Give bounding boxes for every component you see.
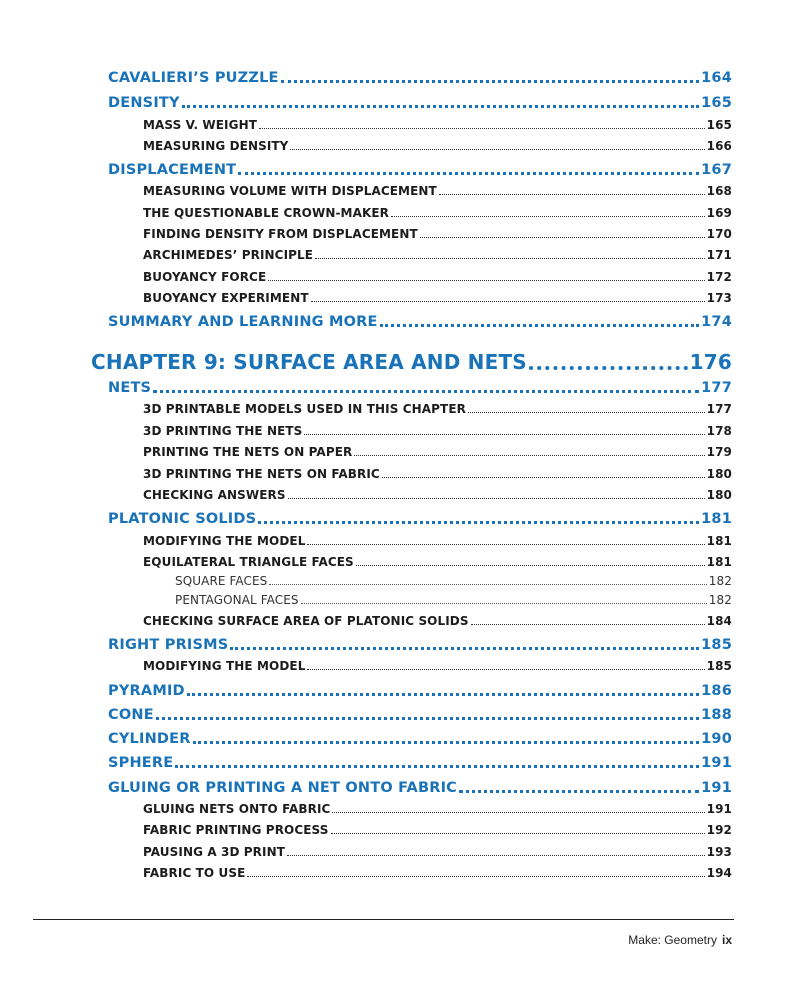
toc-entry[interactable] bbox=[108, 683, 732, 699]
toc-entry-title: SPHERE bbox=[108, 755, 174, 771]
toc-entry[interactable] bbox=[108, 511, 732, 527]
toc-entry-title: FABRIC TO USE bbox=[143, 866, 246, 880]
dot-leader bbox=[193, 731, 700, 744]
dot-leader bbox=[380, 314, 699, 327]
toc-entry-page: 191 bbox=[701, 780, 732, 796]
toc-entry-page: 191 bbox=[706, 802, 732, 816]
toc-entry-page: 181 bbox=[706, 534, 732, 548]
toc-entry-page: 188 bbox=[701, 707, 732, 723]
toc-subentry[interactable] bbox=[143, 614, 732, 628]
toc-entry[interactable] bbox=[108, 70, 732, 86]
toc-entry-page: 182 bbox=[708, 593, 732, 607]
toc-entry-page: 180 bbox=[706, 467, 732, 481]
toc-entry-page: 181 bbox=[706, 555, 732, 569]
toc-entry-page: 179 bbox=[706, 445, 732, 459]
dot-leader bbox=[307, 659, 704, 670]
toc-entry-title: CONE bbox=[108, 707, 154, 723]
toc-entry-page: 172 bbox=[706, 270, 732, 284]
dot-leader bbox=[247, 866, 704, 877]
page-footer bbox=[628, 933, 732, 947]
toc-entry-page: 182 bbox=[708, 574, 732, 588]
toc-entry-title: PLATONIC SOLIDS bbox=[108, 511, 257, 527]
toc-entry-title: MEASURING DENSITY bbox=[143, 139, 289, 153]
dot-leader bbox=[153, 380, 699, 393]
toc-entry-title: PYRAMID bbox=[108, 683, 185, 699]
toc-subentry[interactable] bbox=[143, 139, 732, 153]
toc-entry-title: 3D PRINTING THE NETS ON FABRIC bbox=[143, 467, 380, 481]
toc-entry-title: SQUARE FACES bbox=[175, 574, 268, 588]
dot-leader bbox=[315, 248, 705, 259]
dot-leader bbox=[471, 614, 705, 625]
toc-subentry[interactable] bbox=[143, 118, 732, 132]
toc-subentry[interactable] bbox=[143, 445, 732, 459]
book-title: Make: Geometry bbox=[628, 933, 717, 947]
toc-entry-page: 173 bbox=[706, 291, 732, 305]
toc-entry-page: 169 bbox=[706, 206, 732, 220]
toc-subentry[interactable] bbox=[143, 291, 732, 305]
toc-entry-title: THE QUESTIONABLE CROWN-MAKER bbox=[143, 206, 390, 220]
toc-subentry[interactable] bbox=[143, 248, 732, 262]
toc-entry-page: 184 bbox=[706, 614, 732, 628]
dot-leader bbox=[230, 637, 699, 650]
toc-entry-title: PENTAGONAL FACES bbox=[175, 593, 299, 607]
footer-rule bbox=[33, 919, 734, 920]
dot-leader bbox=[331, 823, 705, 834]
toc-entry-title: BUOYANCY FORCE bbox=[143, 270, 267, 284]
toc-chapter-page: 176 bbox=[689, 350, 732, 374]
toc-entry-title: NETS bbox=[108, 380, 152, 396]
toc-entry-title: MASS V. WEIGHT bbox=[143, 118, 258, 132]
toc-subsubentry[interactable] bbox=[175, 593, 732, 607]
toc-subentry[interactable] bbox=[143, 184, 732, 198]
dot-leader bbox=[332, 802, 704, 813]
dot-leader bbox=[468, 402, 705, 413]
toc-entry-title: MODIFYING THE MODEL bbox=[143, 534, 306, 548]
page-number: ix bbox=[721, 933, 732, 947]
toc-subentry[interactable] bbox=[143, 402, 732, 416]
toc-entry-page: 178 bbox=[706, 424, 732, 438]
toc-entry-page: 174 bbox=[701, 314, 732, 330]
toc-entry-page: 177 bbox=[701, 380, 732, 396]
toc-entry-page: 193 bbox=[706, 845, 732, 859]
toc-entry-title: MEASURING VOLUME WITH DISPLACEMENT bbox=[143, 184, 437, 198]
toc-entry-title: PRINTING THE NETS ON PAPER bbox=[143, 445, 353, 459]
toc-entry[interactable] bbox=[108, 780, 732, 796]
toc-entry-title: CHECKING SURFACE AREA OF PLATONIC SOLIDS bbox=[143, 614, 469, 628]
toc-entry-title: FABRIC PRINTING PROCESS bbox=[143, 823, 329, 837]
dot-leader bbox=[311, 291, 705, 302]
toc-entry-page: 186 bbox=[701, 683, 732, 699]
toc-subentry[interactable] bbox=[143, 227, 732, 241]
toc-entry-title: SUMMARY AND LEARNING MORE bbox=[108, 314, 378, 330]
toc-entry[interactable] bbox=[108, 95, 732, 111]
toc-entry-page: 191 bbox=[701, 755, 732, 771]
dot-leader bbox=[187, 683, 699, 696]
dot-leader bbox=[391, 206, 705, 217]
toc-entry-title: DISPLACEMENT bbox=[108, 162, 237, 178]
dot-leader bbox=[420, 227, 705, 238]
dot-leader bbox=[259, 118, 705, 129]
toc-entry[interactable] bbox=[108, 380, 732, 396]
toc-entry-title: ARCHIMEDES’ PRINCIPLE bbox=[143, 248, 314, 262]
dot-leader bbox=[290, 139, 704, 150]
dot-leader bbox=[382, 467, 705, 478]
dot-leader bbox=[281, 70, 700, 83]
toc-entry-title: 3D PRINTABLE MODELS USED IN THIS CHAPTER bbox=[143, 402, 466, 416]
dot-leader bbox=[459, 780, 699, 793]
toc-entry-page: 168 bbox=[706, 184, 732, 198]
toc-subentry[interactable] bbox=[143, 823, 732, 837]
dot-leader bbox=[529, 350, 688, 370]
toc-entry-page: 164 bbox=[701, 70, 732, 86]
dot-leader bbox=[268, 270, 704, 281]
dot-leader bbox=[304, 424, 704, 435]
toc-entry-title: FINDING DENSITY FROM DISPLACEMENT bbox=[143, 227, 418, 241]
dot-leader bbox=[301, 593, 707, 604]
toc-entry-title: RIGHT PRISMS bbox=[108, 637, 229, 653]
toc-entry-page: 192 bbox=[706, 823, 732, 837]
toc-entry[interactable] bbox=[108, 314, 732, 330]
toc-chapter-title: CHAPTER 9: SURFACE AREA AND NETS bbox=[91, 350, 527, 374]
toc-entry-page: 181 bbox=[701, 511, 732, 527]
toc-entry-title: CAVALIERI’S PUZZLE bbox=[108, 70, 279, 86]
toc-subsubentry[interactable] bbox=[175, 574, 732, 588]
toc-entry-title: EQUILATERAL TRIANGLE FACES bbox=[143, 555, 354, 569]
toc-entry-page: 170 bbox=[706, 227, 732, 241]
dot-leader bbox=[439, 184, 705, 195]
dot-leader bbox=[287, 845, 705, 856]
toc-entry-page: 167 bbox=[701, 162, 732, 178]
toc-subentry[interactable] bbox=[143, 555, 732, 569]
toc-entry-page: 194 bbox=[706, 866, 732, 880]
toc-entry-page: 190 bbox=[701, 731, 732, 747]
toc-entry-page: 165 bbox=[706, 118, 732, 132]
toc-entry-title: CHECKING ANSWERS bbox=[143, 488, 286, 502]
toc-entry[interactable] bbox=[108, 731, 732, 747]
toc-entry-title: MODIFYING THE MODEL bbox=[143, 659, 306, 673]
toc-entry-title: PAUSING A 3D PRINT bbox=[143, 845, 286, 859]
toc-subentry[interactable] bbox=[143, 534, 732, 548]
toc-entry-page: 177 bbox=[706, 402, 732, 416]
dot-leader bbox=[182, 95, 699, 108]
toc-subentry[interactable] bbox=[143, 206, 732, 220]
toc-entry-title: 3D PRINTING THE NETS bbox=[143, 424, 303, 438]
dot-leader bbox=[354, 445, 704, 456]
toc-subentry[interactable] bbox=[143, 270, 732, 284]
toc-entry-page: 180 bbox=[706, 488, 732, 502]
toc-chapter-entry[interactable] bbox=[91, 350, 732, 374]
dot-leader bbox=[156, 707, 699, 720]
toc-subentry[interactable] bbox=[143, 659, 732, 673]
toc-subentry[interactable] bbox=[143, 467, 732, 481]
dot-leader bbox=[258, 511, 699, 524]
toc-subentry[interactable] bbox=[143, 866, 732, 880]
toc-entry-title: DENSITY bbox=[108, 95, 180, 111]
dot-leader bbox=[356, 555, 705, 566]
toc-entry[interactable] bbox=[108, 637, 732, 653]
dot-leader bbox=[307, 534, 704, 545]
toc-entry-page: 185 bbox=[701, 637, 732, 653]
toc-subentry[interactable] bbox=[143, 424, 732, 438]
dot-leader bbox=[175, 755, 699, 768]
toc-entry-page: 166 bbox=[706, 139, 732, 153]
toc-entry-title: CYLINDER bbox=[108, 731, 191, 747]
toc-entry-page: 171 bbox=[706, 248, 732, 262]
toc-entry-page: 165 bbox=[701, 95, 732, 111]
toc-entry[interactable] bbox=[108, 162, 732, 178]
toc-entry-title: GLUING OR PRINTING A NET ONTO FABRIC bbox=[108, 780, 458, 796]
toc-subentry[interactable] bbox=[143, 488, 732, 502]
dot-leader bbox=[269, 574, 706, 585]
toc-entry-title: BUOYANCY EXPERIMENT bbox=[143, 291, 309, 305]
toc-entry-title: GLUING NETS ONTO FABRIC bbox=[143, 802, 331, 816]
toc-entry[interactable] bbox=[108, 755, 732, 771]
toc-subentry[interactable] bbox=[143, 802, 732, 816]
dot-leader bbox=[238, 162, 699, 175]
toc-subentry[interactable] bbox=[143, 845, 732, 859]
dot-leader bbox=[288, 488, 705, 499]
toc-entry-page: 185 bbox=[706, 659, 732, 673]
toc-entry[interactable] bbox=[108, 707, 732, 723]
